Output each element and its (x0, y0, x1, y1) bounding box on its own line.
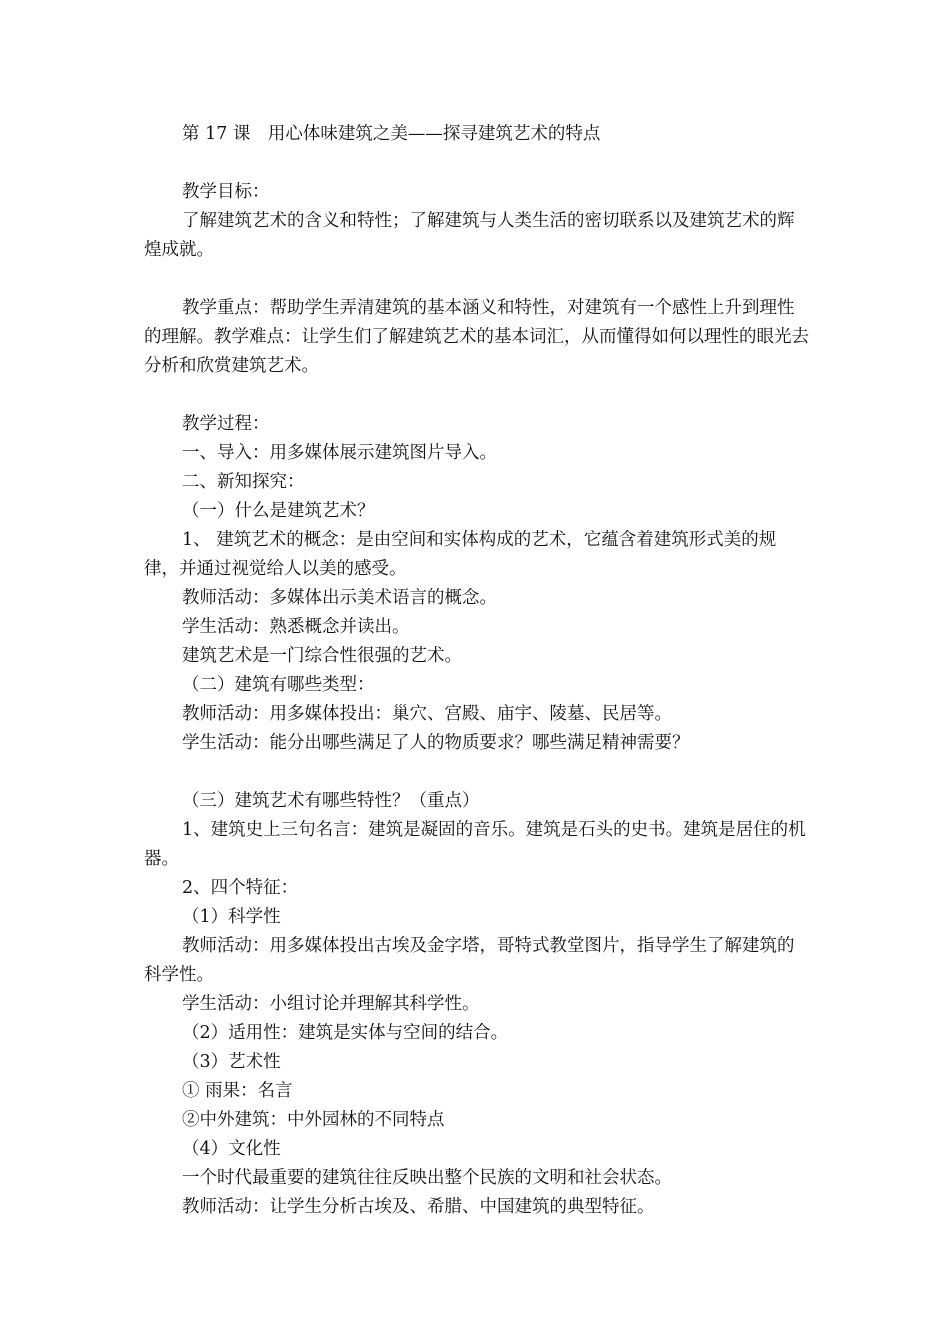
feature4-heading: （4）文化性 (182, 1139, 281, 1159)
section1-student: 学生活动：熟悉概念并读出。 (182, 617, 410, 637)
goals-heading: 教学目标： (182, 182, 270, 202)
feature3-item1: ① 雨果：名言 (182, 1081, 293, 1101)
process-intro: 一、导入：用多媒体展示建筑图片导入。 (182, 443, 497, 463)
section1-summary: 建筑艺术是一门综合性很强的艺术。 (182, 646, 462, 666)
focus-text: 教学重点：帮助学生弄清建筑的基本涵义和特性，对建筑有一个感性上升到理性的理解。教学难点：让学生们了解建筑艺术的基本词汇，从而懂得如何以理性的眼光去分析和欣赏建筑艺术。 (144, 298, 809, 376)
feature4-teacher: 教师活动：让学生分析古埃及、希腊、中国建筑的典型特征。 (182, 1197, 655, 1217)
feature3-heading: （3）艺术性 (182, 1052, 281, 1072)
spacer (144, 149, 809, 178)
spacer (144, 758, 809, 787)
document-body (144, 120, 809, 1222)
process-new-knowledge: 二、新知探究： (182, 472, 305, 492)
section3-heading: （三）建筑艺术有哪些特性？（重点） (182, 791, 480, 811)
lesson-title: 第 17 课 用心体味建筑之美——探寻建筑艺术的特点 (182, 124, 601, 144)
section2-student: 学生活动：能分出哪些满足了人的物质要求？哪些满足精神需要？ (182, 733, 690, 753)
feature1-heading: （1）科学性 (182, 907, 281, 927)
section3-features-heading: 2、四个特征： (182, 878, 299, 898)
feature4-text: 一个时代最重要的建筑往往反映出整个民族的文明和社会状态。 (182, 1168, 672, 1188)
feature1-teacher: 教师活动：用多媒体投出古埃及金字塔，哥特式教堂图片，指导学生了解建筑的科学性。 (144, 936, 795, 985)
section1-heading: （一）什么是建筑艺术？ (182, 501, 375, 521)
feature3-item2: ②中外建筑：中外园林的不同特点 (182, 1110, 445, 1130)
section1-teacher: 教师活动：多媒体出示美术语言的概念。 (182, 588, 497, 608)
process-heading: 教学过程： (182, 414, 270, 434)
feature2: （2）适用性：建筑是实体与空间的结合。 (182, 1023, 509, 1043)
section1-concept: 1、 建筑艺术的概念：是由空间和实体构成的艺术，它蕴含着建筑形式美的规律，并通过视觉给人以美的感受。 (144, 530, 777, 579)
section3-quotes: 1、建筑史上三句名言：建筑是凝固的音乐。建筑是石头的史书。建筑是居住的机器。 (144, 820, 806, 869)
spacer (144, 381, 809, 410)
spacer (144, 265, 809, 294)
goals-text: 了解建筑艺术的含义和特性；了解建筑与人类生活的密切联系以及建筑艺术的辉煌成就。 (144, 211, 795, 260)
feature1-student: 学生活动：小组讨论并理解其科学性。 (182, 994, 480, 1014)
section2-heading: （二）建筑有哪些类型： (182, 675, 375, 695)
section2-teacher: 教师活动：用多媒体投出：巢穴、宫殿、庙宇、陵墓、民居等。 (182, 704, 672, 724)
